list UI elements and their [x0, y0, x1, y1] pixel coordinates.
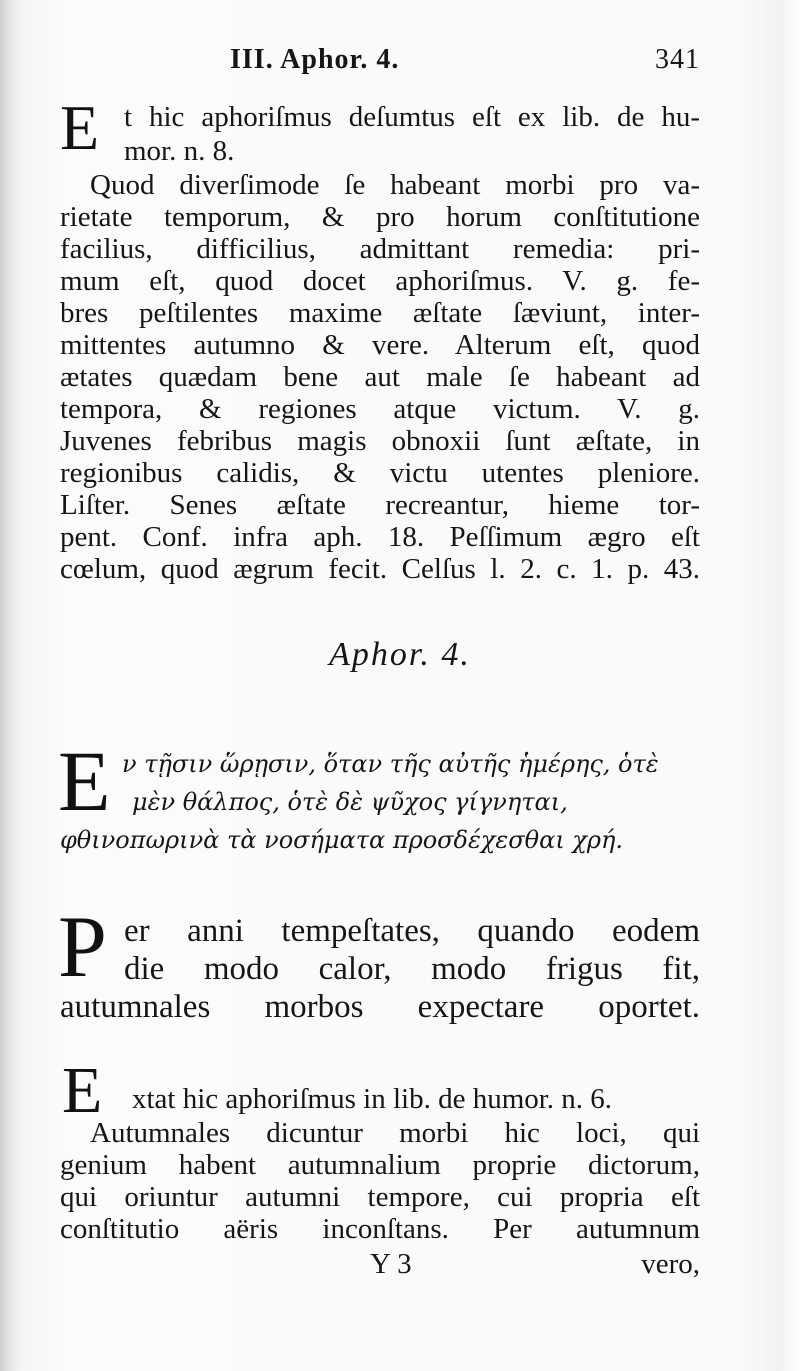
- text-line: Juvenes febribus magis obnoxii ſunt æſtate, in: [60, 425, 700, 457]
- text-line: conſtitutio aëris inconſtans. Per autumnum: [60, 1213, 700, 1245]
- text-line: Quod diverſimode ſe habeant morbi pro va-: [90, 169, 700, 201]
- text-line: mittentes autumno & vere. Alterum eſt, quod: [60, 329, 700, 361]
- dropcap-p: P: [58, 899, 107, 996]
- text-line: genium habent autumnalium proprie dictorum,: [60, 1149, 700, 1181]
- dropcap-e-para1: E: [60, 92, 100, 163]
- text-line: regionibus calidis, & victu utentes pleniore.: [60, 457, 700, 489]
- text-line: facilius, difficilius, admittant remedia: pri-: [60, 233, 700, 265]
- text-line: cœlum, quod ægrum fecit. Celſus l. 2. c. 1. p. 43.: [60, 553, 700, 585]
- text-line: tempora, & regiones atque victum. V. g.: [60, 393, 700, 425]
- text-line: rietate temporum, & pro horum conſtitutione: [60, 201, 700, 233]
- aphorism-line: autumnales morbos expectare oportet.: [60, 989, 700, 1025]
- greek-line: μὲν θάλπος, ὁτὲ δὲ ψῦχος γίγνηται,: [132, 788, 568, 816]
- text-line: pent. Conf. infra aph. 18. Peſſimum ægro eſt: [60, 521, 700, 553]
- aphorism-line: die modo calor, modo frigus fit,: [124, 951, 700, 987]
- aphorism-line: er anni tempeſtates, quando eodem: [124, 913, 700, 949]
- text-line: t hic aphoriſmus deſumtus eſt ex lib. de hu-: [124, 101, 700, 133]
- text-line: bres peſtilentes maxime æſtate ſæviunt, inter-: [60, 297, 700, 329]
- text-line: ætates quædam bene aut male ſe habeant ad: [60, 361, 700, 393]
- text-line: xtat hic aphoriſmus in lib. de humor. n. 6.: [132, 1083, 613, 1115]
- page-number: 341: [655, 44, 700, 75]
- dropcap-e-para3: E: [62, 1054, 103, 1127]
- greek-line: ν τῇσιν ὥρῃσιν, ὅταν τῆς αὐτῆς ἡμέρης, ὁτὲ: [122, 750, 659, 778]
- section-heading: Aphor. 4.: [329, 636, 471, 673]
- text-line: Autumnales dicuntur morbi hic loci, qui: [90, 1117, 700, 1149]
- text-line: qui oriuntur autumni tempore, cui propria eſt: [60, 1181, 700, 1213]
- dropcap-e-greek: E: [58, 733, 111, 829]
- greek-line: φθινοπωρινὰ τὰ νοσήματα προσδέχεσθαι χρή.: [60, 826, 624, 854]
- text-line: mum eſt, quod docet aphoriſmus. V. g. fe-: [60, 265, 700, 297]
- text-line: Liſter. Senes æſtate recreantur, hieme tor-: [60, 489, 700, 521]
- text-line: mor. n. 8.: [124, 135, 235, 167]
- catchword: vero,: [641, 1248, 700, 1280]
- signature-mark: Y 3: [370, 1248, 412, 1280]
- running-head-title: III. Aphor. 4.: [230, 44, 400, 75]
